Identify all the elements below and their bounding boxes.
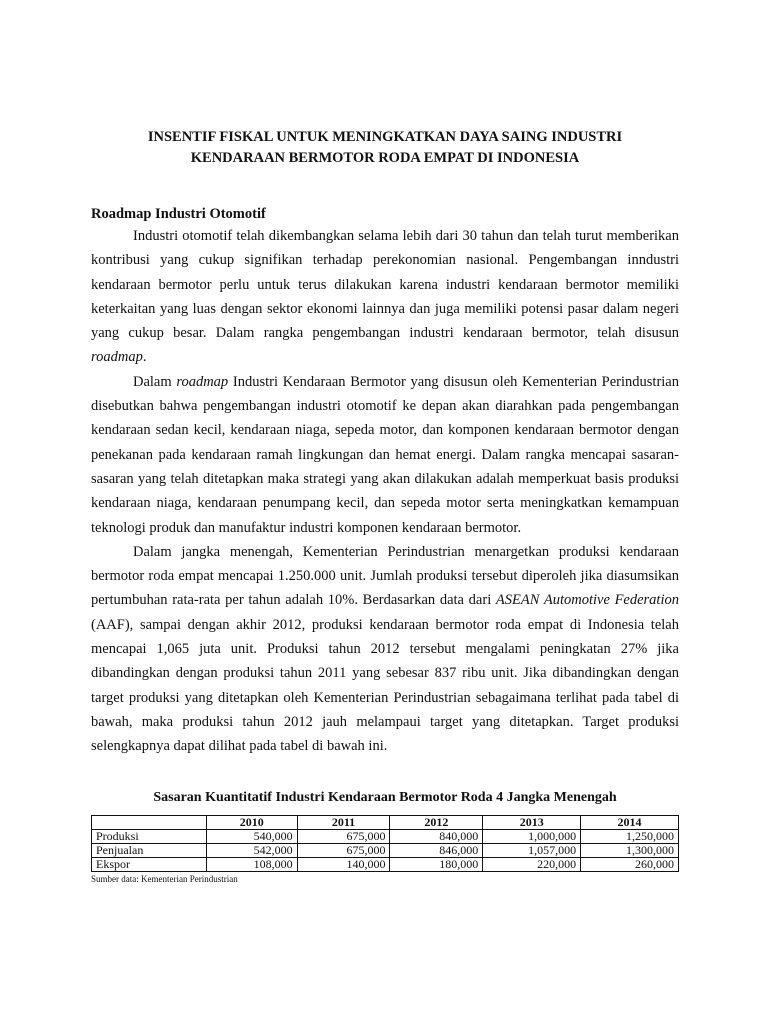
table-row	[92, 844, 679, 858]
table-cell: 1,300,000	[581, 844, 679, 858]
table-header-cell: 2013	[483, 816, 581, 830]
paragraph-2: Dalam roadmap Industri Kendaraan Bermotor yang disusun oleh Kementerian Perindustrian disebutkan bahwa pengembangan industri otomotif ke depan akan diarahkan pada pengembangan kendaraan sedan kecil, kendaraan niaga, sepeda motor, dan komponen kendaraan bermotor dengan penekanan pada kendaraan ramah lingkungan dan hemat energi. Dalam rangka mencapai sasaran-sasaran yang telah ditetapkan maka strategi yang akan dilakukan adalah memperkuat basis produksi kendaraan niaga, kendaraan penumpang kecil, dan sepeda motor serta meningkatkan kemampuan teknologi produk dan manufaktur industri komponen kendaraan bermotor.	[91, 373, 679, 536]
row-label: Penjualan	[92, 844, 207, 858]
paragraph-1: Industri otomotif telah dikembangkan selama lebih dari 30 tahun dan telah turut memberikan kontribusi yang cukup signifikan terhadap perekonomian nasional. Pengembangan inndustri kendaraan bermotor perlu untuk terus dilakukan karena industri kendaraan bermotor memiliki keterkaitan yang luas dengan sektor ekonomi lainnya dan juga memiliki potensi pasar dalam negeri yang cukup besar. Dalam rangka pengembangan industri kendaraan bermotor, telah disusun roadmap.	[91, 228, 679, 366]
table-row	[92, 858, 679, 872]
row-label: Produksi	[92, 830, 207, 844]
body-text	[91, 224, 679, 759]
table-cell: 542,000	[206, 844, 297, 858]
table-header-cell: 2014	[581, 816, 679, 830]
table-header-cell	[92, 816, 207, 830]
table-header-cell: 2012	[390, 816, 483, 830]
table-cell: 180,000	[390, 858, 483, 872]
table-caption: Sasaran Kuantitatif Industri Kendaraan Bermotor Roda 4 Jangka Menengah	[153, 790, 617, 805]
table-cell: 675,000	[297, 830, 390, 844]
table-cell: 840,000	[390, 830, 483, 844]
table-cell: 220,000	[483, 858, 581, 872]
document-title	[91, 127, 679, 169]
target-table	[91, 815, 679, 872]
table-cell: 1,057,000	[483, 844, 581, 858]
paragraph-3: Dalam jangka menengah, Kementerian Perindustrian menargetkan produksi kendaraan bermotor roda empat mencapai 1.250.000 unit. Jumlah produksi tersebut diperoleh jika diasumsikan pertumbuhan rata-rata per tahun adalah 10%. Berdasarkan data dari ASEAN Automotive Federation (AAF), sampai dengan akhir 2012, produksi kendaraan bermotor roda empat di Indonesia telah mencapai 1,065 juta unit. Produksi tahun 2012 tersebut mengalami peningkatan 27% jika dibandingkan dengan produksi tahun 2011 yang sebesar 837 ribu unit. Jika dibandingkan dengan target produksi yang ditetapkan oleh Kementerian Perindustrian sebagaimana terlihat pada tabel di bawah, maka produksi tahun 2012 jauh melampaui target yang ditetapkan. Target produksi selengkapnya dapat dilihat pada tabel di bawah ini.	[91, 543, 679, 755]
table-cell: 140,000	[297, 858, 390, 872]
title-line-2: KENDARAAN BERMOTOR RODA EMPAT DI INDONESIA	[190, 150, 580, 166]
table-cell: 540,000	[206, 830, 297, 844]
table-cell: 260,000	[581, 858, 679, 872]
table-source-note: Sumber data: Kementerian Perindustrian	[91, 874, 238, 884]
row-label: Ekspor	[92, 858, 207, 872]
table-cell: 108,000	[206, 858, 297, 872]
table-row	[92, 830, 679, 844]
table-header-cell: 2011	[297, 816, 390, 830]
table-header-cell: 2010	[206, 816, 297, 830]
table-cell: 1,250,000	[581, 830, 679, 844]
section-heading: Roadmap Industri Otomotif	[91, 206, 266, 222]
table-cell: 675,000	[297, 844, 390, 858]
title-line-1: INSENTIF FISKAL UNTUK MENINGKATKAN DAYA SAING INDUSTRI	[147, 129, 623, 145]
table-cell: 846,000	[390, 844, 483, 858]
table-header-row	[92, 816, 679, 830]
table-cell: 1,000,000	[483, 830, 581, 844]
